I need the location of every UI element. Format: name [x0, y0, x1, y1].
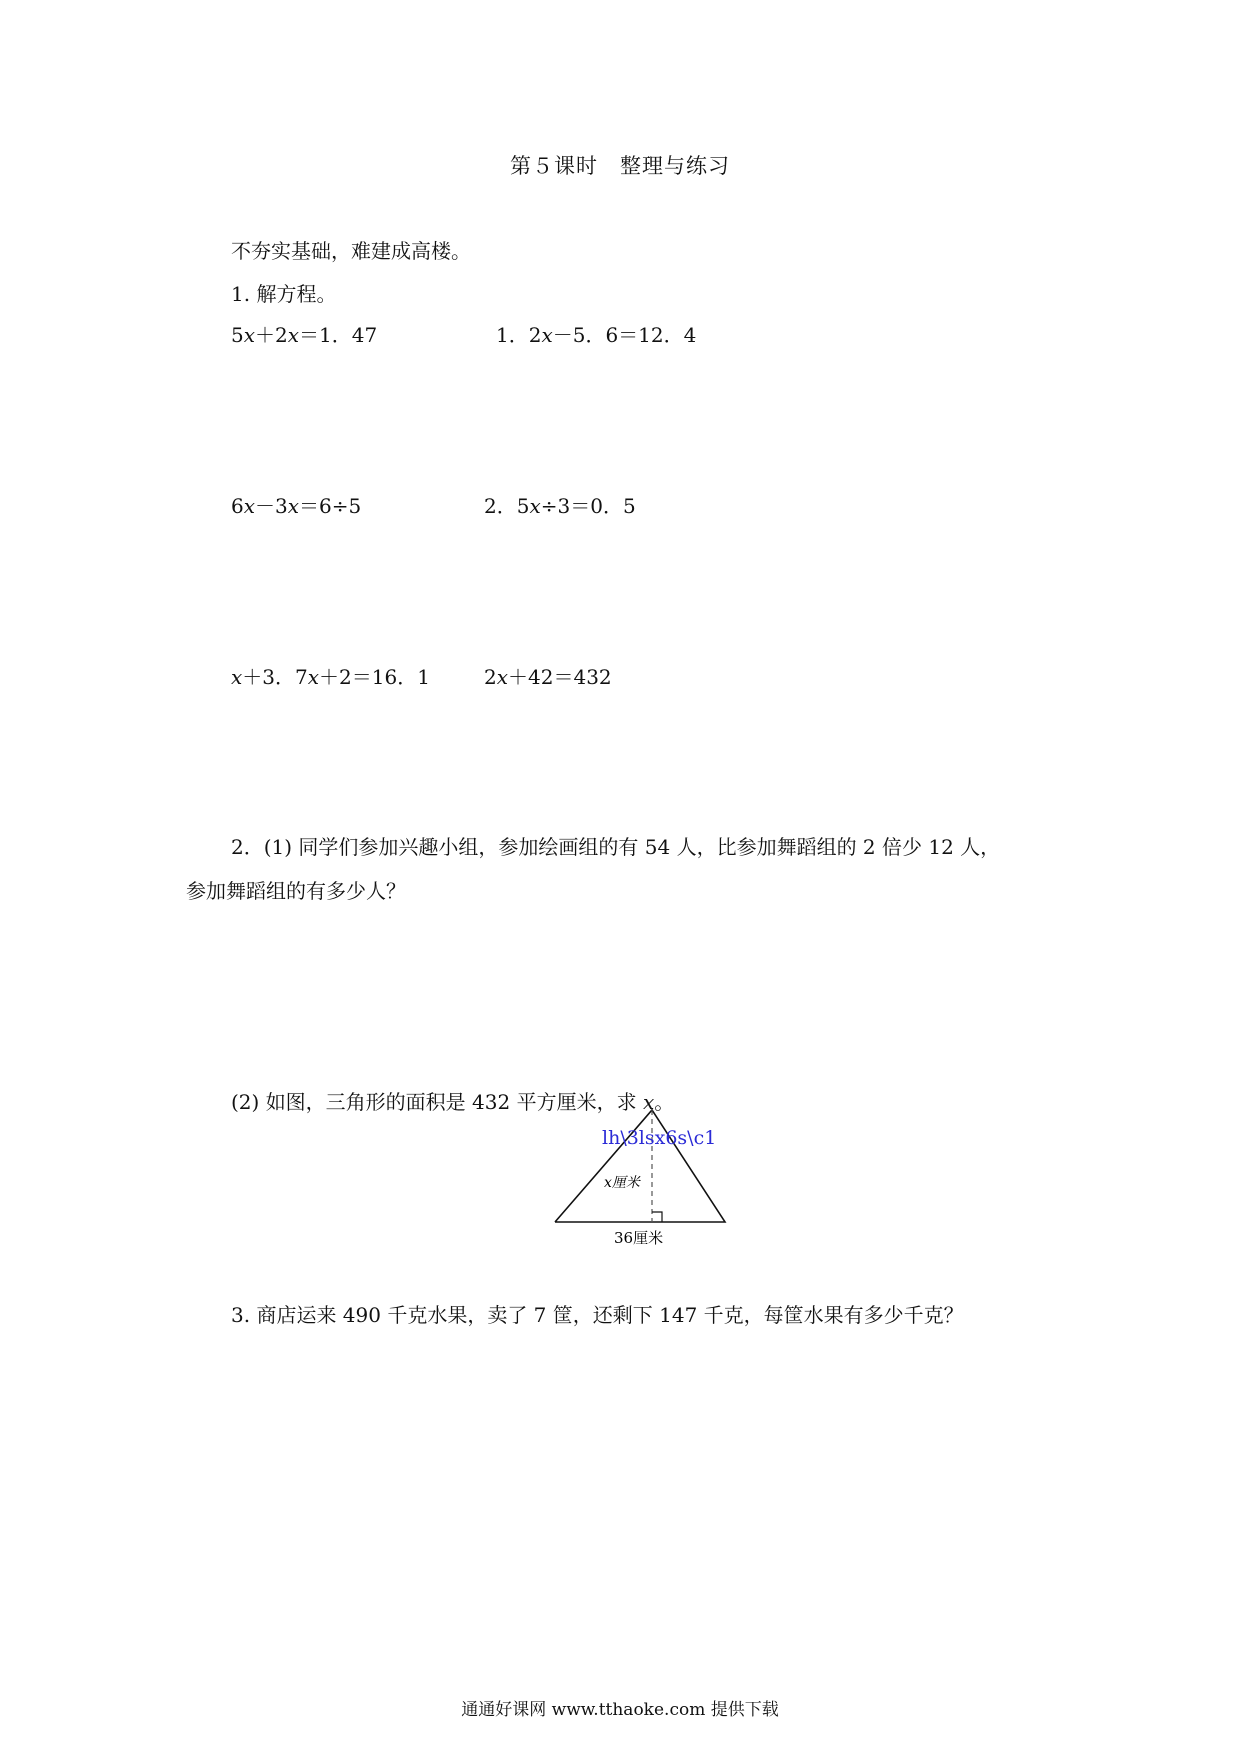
base-label: 36厘米 — [614, 1229, 664, 1247]
motto: 不夯实基础，难建成高楼。 — [231, 239, 471, 263]
q3-text: 3. 商店运来 490 千克水果，卖了 7 筐，还剩下 147 千克，每筐水果有多少千克？ — [231, 1303, 964, 1327]
page-footer: 通通好课网 www.tthaoke.com 提供下载 — [461, 1700, 779, 1720]
figure-overlay-text: lh\3lsx6s\c1 — [602, 1127, 717, 1149]
equation-4: 2．5x÷3＝0．5 — [484, 494, 636, 518]
q1-prompt: 1. 解方程。 — [231, 282, 337, 306]
triangle-figure — [540, 1100, 740, 1250]
equation-5: x＋3．7x＋2＝16．1 — [231, 665, 430, 689]
equation-2: 1．2x－5．6＝12．4 — [496, 323, 697, 347]
q2-part1-line1: 2．(1) 同学们参加兴趣小组，参加绘画组的有 54 人，比参加舞蹈组的 2 倍少 12 人， — [231, 835, 1001, 859]
equation-6: 2x＋42＝432 — [484, 665, 612, 689]
right-angle-mark — [652, 1212, 662, 1222]
equation-3: 6x－3x＝6÷5 — [231, 494, 362, 518]
q2-part1-line2: 参加舞蹈组的有多少人？ — [186, 879, 406, 903]
equation-1: 5x＋2x＝1．47 — [231, 323, 378, 347]
height-label: x厘米 — [604, 1175, 640, 1191]
q2-part2-text: (2) 如图，三角形的面积是 432 平方厘米，求 x。 — [231, 1090, 675, 1114]
page-title: 第５课时 整理与练习 — [510, 154, 730, 178]
